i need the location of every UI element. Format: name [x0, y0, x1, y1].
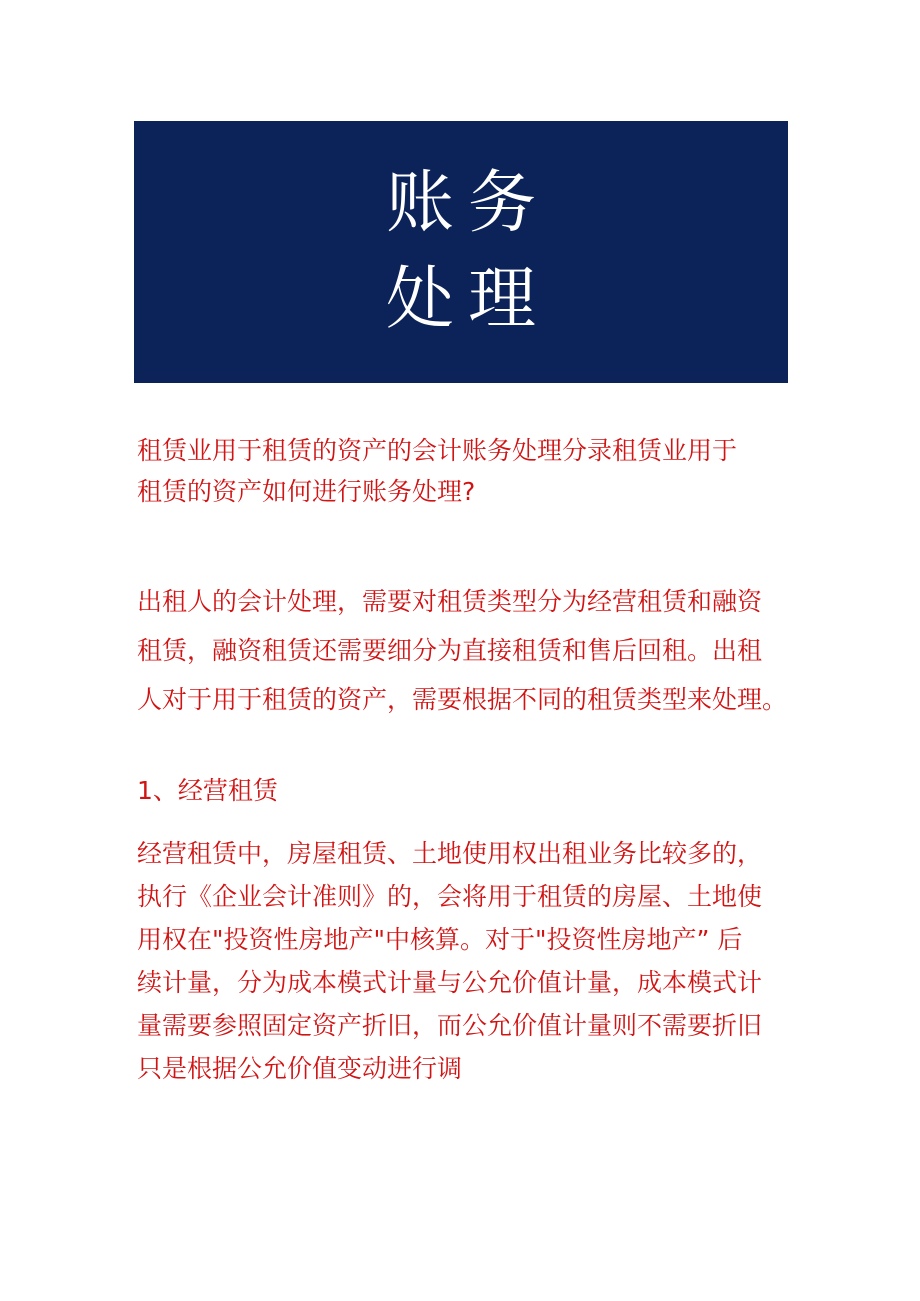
- operating-lease-line-5: 量需要参照固定资产折旧，而公允价值计量则不需要折旧: [137, 1011, 763, 1040]
- intro-line-1: 租赁业用于租赁的资产的会计账务处理分录租赁业用于: [137, 436, 738, 465]
- section-heading-operating-lease: 1、经营租赁: [137, 776, 278, 805]
- operating-lease-paragraph: [137, 832, 827, 1090]
- banner-title-line-2: 处理: [385, 260, 550, 339]
- operating-lease-line-2: 执行《企业会计准则》的，会将用于租赁的房屋、土地使: [137, 882, 763, 911]
- intro-paragraph: [137, 430, 827, 512]
- operating-lease-line-3: 用权在"投资性房地产"中核算。对于"投资性房地产” 后: [137, 925, 743, 954]
- title-banner: [134, 121, 788, 383]
- operating-lease-line-4: 续计量，分为成本模式计量与公允价值计量，成本模式计: [137, 968, 763, 997]
- banner-title-line-1: 账务: [385, 164, 550, 243]
- intro-line-2: 租赁的资产如何进行账务处理?: [137, 477, 476, 506]
- lessor-line-3: 人对于用于租赁的资产，需要根据不同的租赁类型来处理。: [137, 685, 788, 714]
- operating-lease-line-6: 只是根据公允价值变动进行调: [137, 1054, 463, 1083]
- lessor-line-1: 出租人的会计处理，需要对租赁类型分为经营租赁和融资: [137, 587, 763, 616]
- operating-lease-line-1: 经营租赁中，房屋租赁、土地使用权出租业务比较多的，: [137, 839, 763, 868]
- lessor-line-2: 租赁，融资租赁还需要细分为直接租赁和售后回租。出租: [137, 636, 763, 665]
- lessor-paragraph: [137, 577, 827, 724]
